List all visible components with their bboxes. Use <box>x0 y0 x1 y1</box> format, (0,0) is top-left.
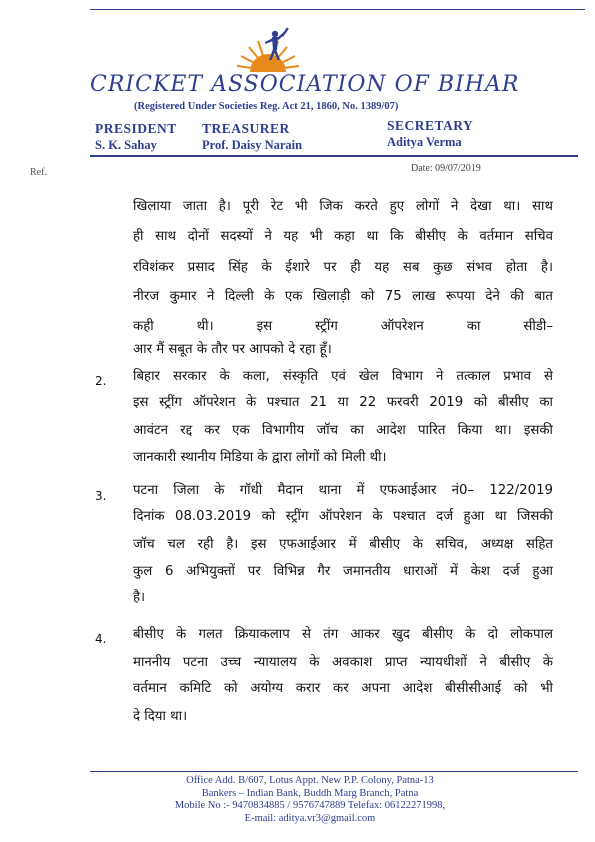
text-line: जानकारी स्थानीय मिडिया के द्वारा लोगों को मिली थी। <box>133 450 387 465</box>
officer-title: SECRETARY <box>387 118 474 133</box>
footer-email: E-mail: aditya.vr3@gmail.com <box>244 812 376 824</box>
officer-treasurer <box>202 121 302 153</box>
footer-phone: Mobile No :- 9470834885 / 9576747889 Telefax: 06122271998, <box>174 800 446 811</box>
officer-secretary <box>387 118 473 150</box>
ref-label: Ref. <box>30 167 47 178</box>
registration-line: (Registered Under Societies Reg. Act 21, 1860, No. 1389/07) <box>134 101 399 112</box>
text-line: नीरज कुमार ने दिल्ली के एक खिलाड़ी को 75 लाख रूपया देने की बात <box>133 289 553 304</box>
text-line: कही थी। इस स्ट्रींग ऑपरेशन का सीडी– <box>133 319 553 334</box>
officer-name: S. K. Sahay <box>95 138 157 152</box>
text-line: कुल 6 अभियुक्तों पर विभिन्न गैर जमानतीय धाराओं में केश दर्ज हुआ <box>133 564 553 579</box>
officer-name: Prof. Daisy Narain <box>202 138 303 152</box>
text-line: जॉच चल रही है। इस एफआईआर में बीसीए के सचिव, अध्यक्ष सहित <box>133 537 553 552</box>
text-line: बिहार सरकार के कला, संस्कृति एवं खेल विभाग ने तत्काल प्रभाव से <box>133 369 553 384</box>
organization-name: CRICKET ASSOCIATION OF BIHAR <box>90 72 520 97</box>
text-line: माननीय पटना उच्च न्यायालय के अवकाश प्राप्त न्यायधीशों ने बीसीए के <box>133 655 553 670</box>
text-line: दे दिया था। <box>133 709 188 724</box>
header-divider <box>90 155 578 157</box>
letter-date: Date: 09/07/2019 <box>411 163 481 174</box>
footer-divider <box>90 771 578 772</box>
paragraph-number: 4. <box>95 632 107 646</box>
officer-title: TREASURER <box>202 121 290 136</box>
text-line: पटना जिला के गॉधी मैदान थाना में एफआईआर नं0– 122/2019 <box>133 483 553 498</box>
text-line: वर्तमान कमिटि को अयोग्य करार कर अपना आदेश बीसीसीआई को भी <box>133 681 553 696</box>
text-line: ही साथ दोनों सदस्यों ने यह भी कहा था कि बीसीए के वर्तमान सचिव <box>133 229 553 244</box>
text-line: आवंटन रद्द कर एक विभागीय जॉच का आदेश पारित किया था। इसकी <box>133 423 553 438</box>
text-line: रविशंकर प्रसाद सिंह के ईशारे पर ही यह सब कुछ संभव होता है। <box>133 260 553 275</box>
footer-bankers: Bankers – Indian Bank, Buddh Marg Branch, Patna <box>201 787 419 799</box>
footer-address: Office Add. B/607, Lotus Appt. New P.P. Colony, Patna-13 <box>186 775 434 786</box>
text-line: है। <box>133 590 146 605</box>
text-line: बीसीए के गलत क्रियाकलाप से तंग आकर खुद बीसीए के दो लोकपाल <box>133 627 553 642</box>
cricket-logo-icon <box>223 26 313 76</box>
text-line: इस स्ट्रींग ऑपरेशन के पश्चात 21 या 22 फरवरी 2019 को बीसीए का <box>133 395 553 410</box>
officer-name: Aditya Verma <box>387 135 462 149</box>
text-line: खिलाया जाता है। पूरी रेट भी जिक करते हुए लोगों ने देखा था। साथ <box>133 199 553 214</box>
letter-footer <box>140 775 480 825</box>
text-line: आर मैं सबूत के तौर पर आपको दे रहा हूँ। <box>133 342 332 357</box>
text-line: दिनांक 08.03.2019 को स्ट्रींग ऑपरेशन के पश्चात दर्ज हुआ था जिसकी <box>133 509 553 524</box>
paragraph-number: 3. <box>95 489 107 503</box>
officer-president <box>95 121 177 153</box>
officer-title: PRESIDENT <box>95 121 177 136</box>
top-rule <box>90 9 585 10</box>
paragraph-number: 2. <box>95 374 107 388</box>
